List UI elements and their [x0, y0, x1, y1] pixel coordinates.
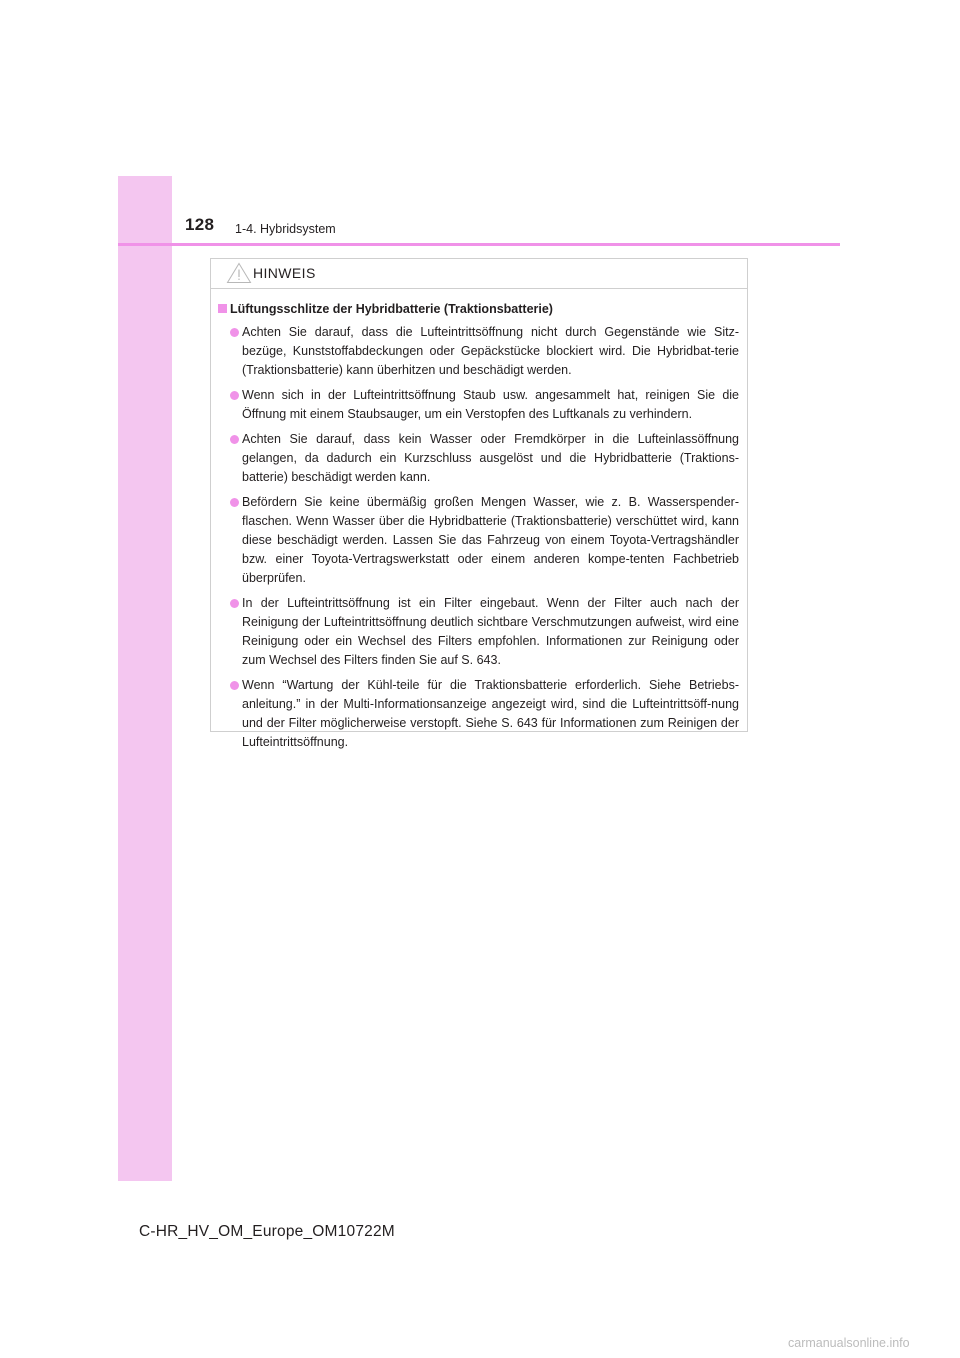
list-item-text: In der Lufteintrittsöffnung ist ein Filter eingebaut. Wenn der Filter auch nach der Reinigung der Lufteintrittsöffnung deutlich sichtbare Verschmutzungen aufweist, wird eine Reinigung oder ein Wechsel des Filters empfohlen. Informationen zur Reinigung oder zum Wechsel des Filters finden Sie auf S. 643.: [242, 596, 739, 667]
list-item-text: Wenn sich in der Lufteintrittsöffnung Staub usw. angesammelt hat, reinigen Sie die Öffnung mit einem Staubsauger, um ein Verstopfen des Luftkanals zu verhindern.: [242, 388, 739, 421]
circle-bullet-icon: [230, 599, 239, 608]
circle-bullet-icon: [230, 681, 239, 690]
list-item-text: Achten Sie darauf, dass die Lufteintrittsöffnung nicht durch Gegenstände wie Sitz-bezüge, Kunststoffabdeckungen oder Gepäckstücke blockiert wird. Die Hybridbat-terie (Traktionsbatterie) kann überhitzen und beschädigt werden.: [242, 325, 739, 377]
list-item: [217, 323, 741, 380]
square-bullet-icon: [218, 304, 227, 313]
side-tab-strip: [118, 176, 172, 1181]
notice-body: [211, 289, 747, 752]
topic-heading-text: Lüftungsschlitze der Hybridbatterie (Traktionsbatterie): [230, 302, 553, 316]
list-item-text: Befördern Sie keine übermäßig großen Mengen Wasser, wie z. B. Wasserspender-flaschen. Wenn Wasser über die Hybridbatterie (Traktionsbatterie) verschüttet wird, kann diese beschädigt werden. Lassen Sie das Fahrzeug von einem Toyota-Vertragshändler bzw. einer Toyota-Vertragswerkstatt oder einem anderen kompe-tenten Fachbetrieb überprüfen.: [242, 495, 739, 585]
notice-box: [210, 258, 748, 749]
header-rule: [118, 243, 840, 246]
notice-header: [211, 259, 747, 289]
list-item: [217, 676, 741, 752]
list-item: [217, 430, 741, 487]
list-item: [217, 594, 741, 670]
page-number: 128: [185, 215, 215, 234]
document-code: C-HR_HV_OM_Europe_OM10722M: [139, 1223, 395, 1240]
circle-bullet-icon: [230, 498, 239, 507]
section-title: 1-4. Hybridsystem: [235, 222, 336, 236]
circle-bullet-icon: [230, 391, 239, 400]
circle-bullet-icon: [230, 435, 239, 444]
circle-bullet-icon: [230, 328, 239, 337]
watermark: carmanualsonline.info: [788, 1336, 910, 1350]
list-item-text: Wenn “Wartung der Kühl-teile für die Traktionsbatterie erforderlich. Siehe Betriebs-anleitung.” in der Multi-Informationsanzeige angezeigt wird, sind die Lufteintrittsöff-nung und der Filter möglicherweise verstopft. Siehe S. 643 für Informationen zum Reinigen der Lufteintrittsöffnung.: [242, 678, 739, 749]
warning-triangle-icon: [226, 262, 252, 284]
list-item-text: Achten Sie darauf, dass kein Wasser oder Fremdkörper in die Lufteinlassöffnung gelangen, da dadurch ein Kurzschluss ausgelöst und die Hybridbatterie (Traktions-batterie) beschädigt werden kann.: [242, 432, 739, 484]
topic-heading: [217, 300, 741, 318]
notice-title: HINWEIS: [253, 265, 316, 281]
list-item: [217, 493, 741, 588]
list-item: [217, 386, 741, 424]
